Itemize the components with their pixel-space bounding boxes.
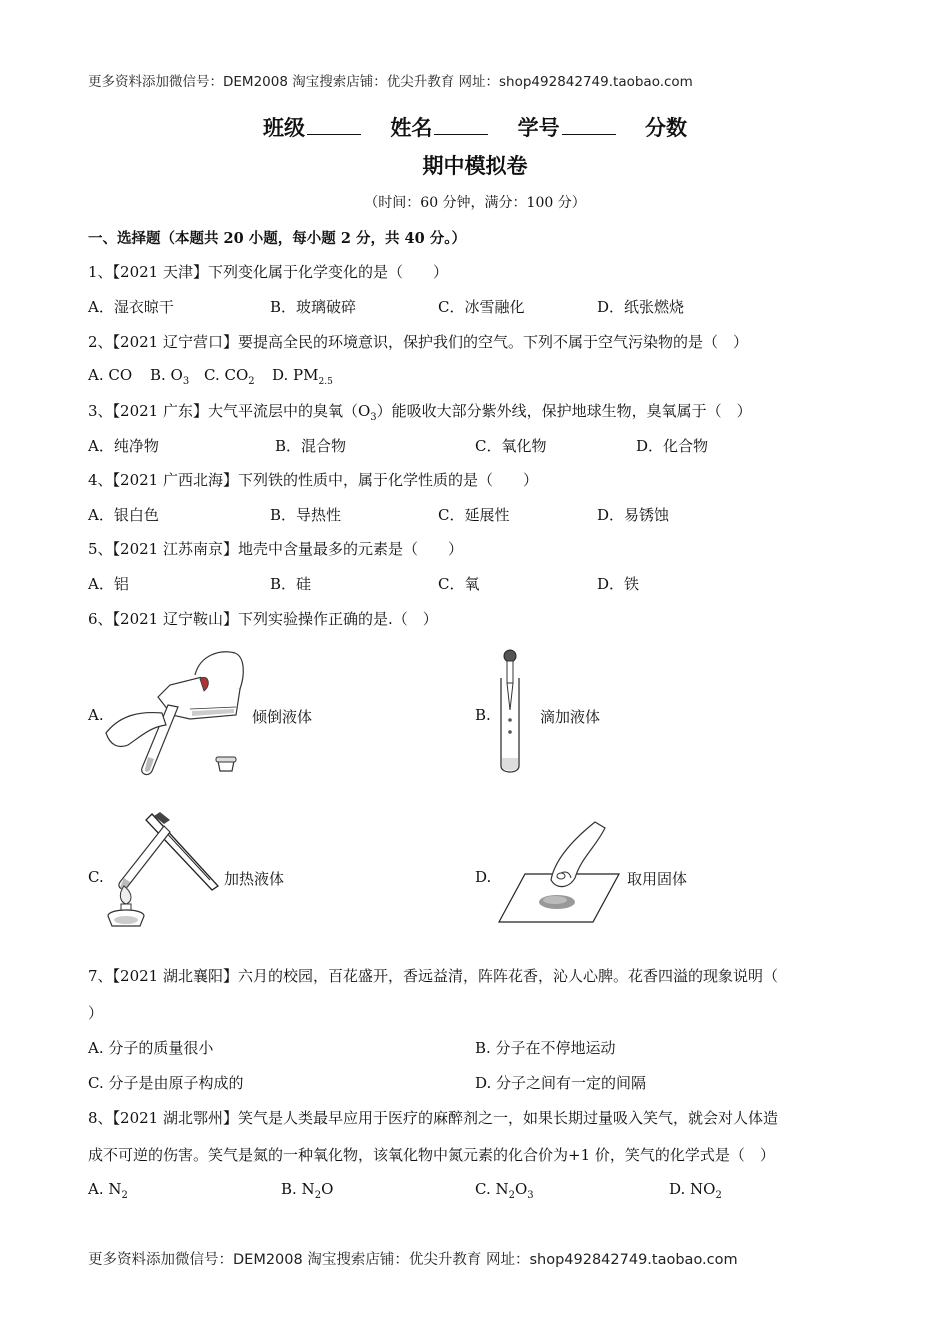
question-1-stem: 1、【2021 天津】下列变化属于化学变化的是（ ） — [88, 263, 448, 281]
q6-option-b-label[interactable]: B. — [475, 706, 491, 724]
page-footer: 更多资料添加微信号：DEM2008 淘宝搜索店铺：优尖升教育 网址：shop492842749.taobao.com — [88, 1252, 738, 1268]
score-label: 分数 — [644, 115, 687, 140]
q7-option-a[interactable]: A. 分子的质量很小 — [88, 1039, 214, 1057]
q6-option-d-caption: 取用固体 — [627, 870, 688, 888]
q6-option-a-caption: 倾倒液体 — [252, 708, 313, 726]
q7-option-d[interactable]: D. 分子之间有一定的间隔 — [475, 1074, 647, 1092]
q1-option-d[interactable]: D．纸张燃烧 — [597, 298, 685, 316]
q2-option-b[interactable]: B. $O_3$ — [150, 366, 190, 387]
q6-option-c-caption: 加热液体 — [224, 870, 285, 888]
q1-option-c[interactable]: C．冰雪融化 — [438, 298, 525, 316]
q5-option-d[interactable]: D．铁 — [597, 575, 640, 593]
question-2-stem: 2、【2021 辽宁营口】要提高全民的环境意识，保护我们的空气。下列不属于空气污染物的是（ ） — [88, 333, 748, 351]
q8-option-c[interactable]: C. $N_2O_3$ — [475, 1180, 534, 1201]
dropper-illustration — [495, 648, 525, 776]
student-info-line — [0, 112, 950, 142]
heating-liquid-illustration — [100, 808, 220, 933]
exam-time-info: （时间：60 分钟，满分：100 分） — [364, 195, 586, 211]
q2-option-d[interactable]: D. $PM_{2.5}$ — [272, 366, 333, 387]
section-heading: 一、选择题（本题共 20 小题，每小题 2 分，共 40 分。） — [88, 230, 466, 247]
question-7-stem-line-1: 7、【2021 湖北襄阳】六月的校园，百花盛开，香远益清，阵阵花香，沁人心脾。花香四溢的现象说明（ — [88, 967, 778, 985]
question-7-stem-line-2: ） — [88, 1004, 104, 1022]
q7-option-b[interactable]: B. 分子在不停地运动 — [475, 1039, 616, 1057]
question-6-stem: 6、【2021 辽宁鞍山】下列实验操作正确的是.（ ） — [88, 610, 438, 628]
student-number-blank[interactable] — [562, 116, 616, 135]
q4-option-a[interactable]: A．银白色 — [88, 506, 159, 524]
pouring-liquid-illustration — [100, 645, 250, 780]
question-8-stem-line-1: 8、【2021 湖北鄂州】笑气是人类最早应用于医疗的麻醉剂之一，如果长期过量吸入笑气，就会对人体造 — [88, 1109, 778, 1127]
question-8-stem-line-2: 成不可逆的伤害。笑气是氮的一种氧化物，该氧化物中氮元素的化合价为+1 价，笑气的化学式是（ ） — [88, 1146, 775, 1164]
q8-option-d[interactable]: D. $NO_2$ — [669, 1180, 722, 1201]
q5-option-a[interactable]: A．铝 — [88, 575, 129, 593]
q6-option-c-label[interactable]: C. — [88, 868, 104, 886]
q8-option-b[interactable]: B. $N_2O$ — [281, 1180, 334, 1201]
q6-option-d-label[interactable]: D. — [475, 868, 492, 886]
taking-solid-illustration — [495, 818, 625, 926]
q1-option-b[interactable]: B．玻璃破碎 — [270, 298, 357, 316]
page-title: 期中模拟卷 — [422, 153, 528, 178]
q3-option-a[interactable]: A．纯净物 — [88, 437, 159, 455]
q3-option-c[interactable]: C．氧化物 — [475, 437, 547, 455]
q1-option-a[interactable]: A．湿衣晾干 — [88, 298, 174, 316]
q4-option-d[interactable]: D．易锈蚀 — [597, 506, 670, 524]
name-label: 姓名 — [390, 115, 433, 140]
q4-option-b[interactable]: B．导热性 — [270, 506, 342, 524]
q8-option-a[interactable]: A. $N_2$ — [88, 1180, 128, 1201]
q5-option-c[interactable]: C．氧 — [438, 575, 480, 593]
class-label: 班级 — [263, 115, 306, 140]
q2-option-a[interactable]: A. CO — [88, 366, 133, 384]
q6-option-b-caption: 滴加液体 — [540, 708, 601, 726]
question-4-stem: 4、【2021 广西北海】下列铁的性质中，属于化学性质的是（ ） — [88, 471, 538, 489]
name-blank[interactable] — [434, 116, 488, 135]
q2-option-c[interactable]: C. $CO_2$ — [204, 366, 255, 387]
q6-option-a-label[interactable]: A. — [88, 706, 104, 724]
q4-option-c[interactable]: C．延展性 — [438, 506, 510, 524]
question-3-stem: 3、【2021 广东】大气平流层中的臭氧$(O_3)$能吸收大部分紫外线，保护地球生物，臭氧属于（ ） — [88, 402, 752, 423]
q3-option-b[interactable]: B．混合物 — [275, 437, 347, 455]
page-header: 更多资料添加微信号：DEM2008 淘宝搜索店铺：优尖升教育 网址：shop492842749.taobao.com — [88, 74, 693, 90]
class-blank[interactable] — [307, 116, 361, 135]
q3-option-d[interactable]: D．化合物 — [636, 437, 709, 455]
q5-option-b[interactable]: B．硅 — [270, 575, 312, 593]
q7-option-c[interactable]: C. 分子是由原子构成的 — [88, 1074, 244, 1092]
student-number-label: 学号 — [517, 115, 560, 140]
question-5-stem: 5、【2021 江苏南京】地壳中含量最多的元素是（ ） — [88, 540, 463, 558]
